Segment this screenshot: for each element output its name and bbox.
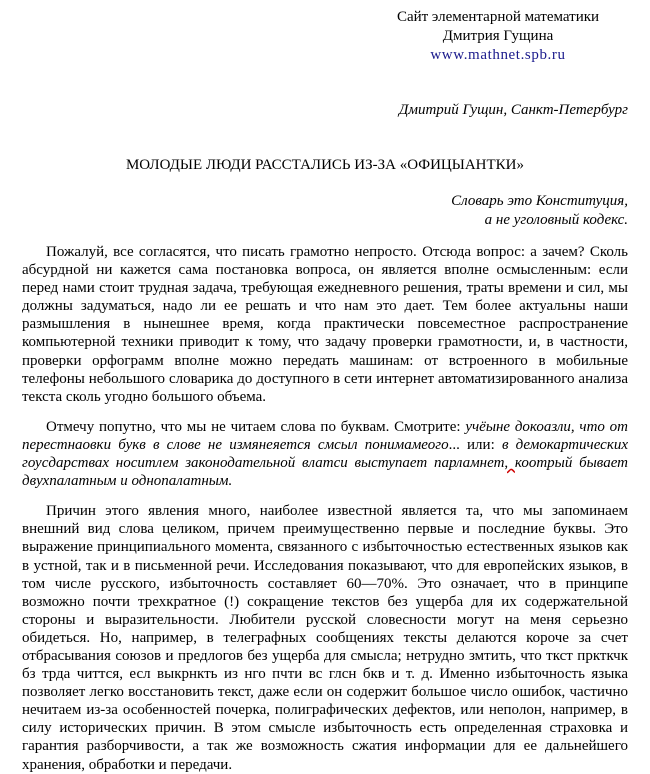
- paragraph-3: Причин этого явления много, наиболее известной является та, что мы запоминаем внешний вид слова целиком, причем преимущественно первые и последние буквы. Это выражение принципиального момента, связанного с избыточностью естественных языков как в устной, так и в письменной речи. Исследования показывают, что для европейских языков, в том числе русского, избыточность составляет 60—70%. Это означает, что в принципе возможно почти трехкратное (!) сокращение текстов без ущерба для их содержательной стороны и выразительности. Любители русской словесности могут на меня серьезно обидеться. Но, например, в телеграфных сообщениях тексты делаются короче за счет отбрасывания союзов и предлогов без ущерба для смысла; нетрудно змтить, что ткст пркткчк бз трда читтся, есл выкрнкть из нго пчти вс глсн бкв и т. д. Именно избыточность языка позволяет легко восстановить текст, даже если он содержит большое число ошибок, частично нечитаем из-за особенностей почерка, полиграфических дефектов, или неполон, например, в силу исторических причин. В этом смысле избыточность есть определенная страховка и гарантия разборчивости, а так же возможность сжатия информации для ее дальнейшего хранения, обработки и передачи.: [22, 503, 628, 773]
- epigraph: [451, 192, 628, 230]
- scrambled-example-2: в демокартических гоусдарствах носитлем законодательной влатси выступает парламнет: [22, 436, 628, 472]
- site-url-link[interactable]: www.mathnet.spb.ru: [430, 47, 566, 63]
- spellcheck-comma-mark: ,: [504, 455, 515, 472]
- site-title: Сайт элементарной математики: [396, 9, 600, 25]
- epigraph-line-1: Словарь это Конституция,: [451, 193, 628, 209]
- article-title: МОЛОДЫЕ ЛЮДИ РАССТАЛИСЬ ИЗ-ЗА «ОФИЦЫАНТКИ»: [125, 157, 525, 173]
- epigraph-line-2: а не уголовный кодекс.: [484, 212, 628, 228]
- site-owner: Дмитрия Гущина: [442, 28, 554, 44]
- site-header: [368, 8, 628, 65]
- paragraph-2-intro: Отмечу попутно, что мы не читаем слова по буквам. Смотрите:: [46, 418, 466, 435]
- paragraph-2-joiner: ... или:: [448, 436, 502, 453]
- scrambled-example-1: учёыне докоазли, что от перестнаовки букв в слове не измянеяется смсыл понимамеого: [22, 418, 628, 453]
- scrambled-example-2-end: коотрый бывает двухпалатным и однопалатным.: [22, 455, 628, 490]
- article-body: [22, 243, 628, 774]
- author-line: Дмитрий Гущин, Санкт-Петербург: [398, 102, 628, 118]
- paragraph-1: Пожалуй, все согласятся, что писать грамотно непросто. Отсюда вопрос: а зачем? Сколь абсурдной ни кажется сама постановка вопроса, он является вполне осмысленным: если перед нами стоит трудная задача, требующая ежедневного решения, траты времени и сил, мы должны задуматься, надо ли ее решать и что нам это дает. Тем более актуальны наши размышления в нынешнее время, когда практически повсеместное распространение компьютерной техники приводит к тому, что задачу проверки грамотности, и, в частности, проверки орфограмм вполне можно передать машинам: от встроенного в мобильные телефоны небольшого словарика до доступного в сети интернет автоматизированного анализа текста сколь угодно большого объема.: [22, 244, 628, 405]
- paragraph-2: [22, 418, 628, 490]
